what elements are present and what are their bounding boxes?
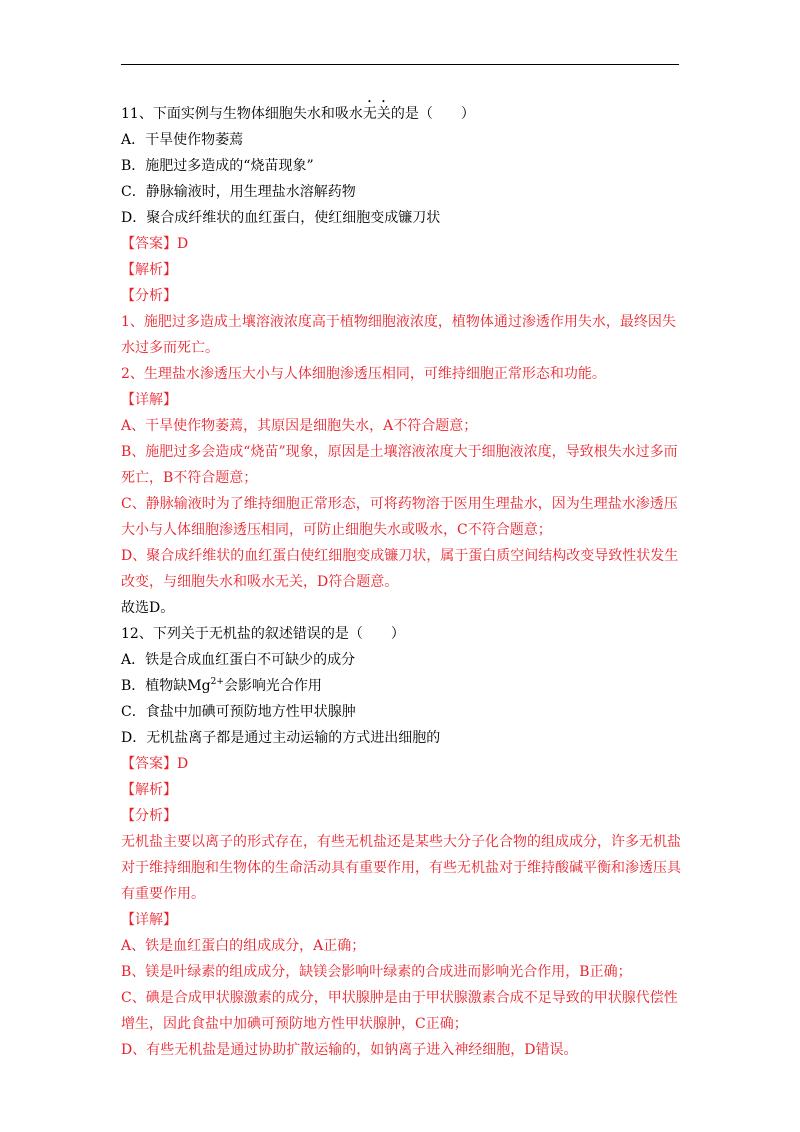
emphasis-text: 无关 <box>362 106 391 122</box>
q11-answer: 【答案】D <box>121 236 189 252</box>
q11-option-a: A．干旱使作物萎蔫 <box>121 132 244 148</box>
q11-fenxi-2: 2、生理盐水渗透压大小与人体细胞渗透压相同，可维持细胞正常形态和功能。 <box>121 366 606 382</box>
q12-detail-c: C、碘是合成甲状腺激素的成分，甲状腺肿是由于甲状腺激素合成不足导致的甲状腺代偿性增生，因此食盐中加碘可预防地方性甲状腺肿，C正确； <box>121 990 678 1032</box>
q12-fenxi: 无机盐主要以离子的形式存在，有些无机盐还是某些大分子化合物的组成成分，许多无机盐对于维持细胞和生物体的生命活动具有重要作用，有些无机盐对于维持酸碱平衡和渗透压具有重要作用。 <box>121 834 681 902</box>
q12-option-d: D．无机盐离子都是通过主动运输的方式进出细胞的 <box>121 730 441 746</box>
q12-detail-label: 【详解】 <box>121 912 177 928</box>
q12-detail-d: D、有些无机盐是通过协助扩散运输的，如钠离子进入神经细胞，D错误。 <box>121 1042 578 1058</box>
q11-detail-label: 【详解】 <box>121 392 177 408</box>
q12-option-b: B．植物缺$Mg^{2+}$会影响光合作用 <box>121 677 322 694</box>
q12-analysis-label: 【解析】 <box>121 782 177 798</box>
q11-option-d: D．聚合成纤维状的血红蛋白，使红细胞变成镰刀状 <box>121 210 441 226</box>
q11-option-c: C．静脉输液时，用生理盐水溶解药物 <box>121 184 356 200</box>
q12-answer: 【答案】D <box>121 756 189 772</box>
q11-option-b: B．施肥过多造成的“烧苗现象” <box>121 158 314 174</box>
answer-letter: D <box>177 756 189 772</box>
q11-conclusion: 故选D。 <box>121 600 175 616</box>
q11-detail-c: C、静脉输液时为了维持细胞正常形态，可将药物溶于医用生理盐水，因为生理盐水渗透压大小与人体细胞渗透压相同，可防止细胞失水或吸水，C不符合题意； <box>121 496 678 538</box>
header-rule <box>121 64 679 65</box>
q11-detail-d: D、聚合成纤维状的血红蛋白使红细胞变成镰刀状，属于蛋白质空间结构改变导致性状发生改变，与细胞失水和吸水无关，D符合题意。 <box>121 548 679 590</box>
q11-detail-b: B、施肥过多会造成“烧苗”现象，原因是土壤溶液浓度大于细胞液浓度，导致根失水过多而死亡，B不符合题意； <box>121 444 678 486</box>
question-12-stem: 12、下列关于无机盐的叙述错误的是（ ） <box>121 626 405 642</box>
q12-fenxi-label: 【分析】 <box>121 808 177 824</box>
q12-detail-a: A、铁是血红蛋白的组成成分，A正确； <box>121 938 366 954</box>
q11-fenxi-1: 1、施肥过多造成土壤溶液浓度高于植物细胞液浓度，植物体通过渗透作用失水，最终因失水过多而死亡。 <box>121 314 676 356</box>
ion-charge: 2+ <box>210 677 224 687</box>
q12-option-c: C．食盐中加碘可预防地方性甲状腺肿 <box>121 704 356 720</box>
document-body <box>121 98 681 1063</box>
q11-analysis-label: 【解析】 <box>121 262 177 278</box>
q11-fenxi-label: 【分析】 <box>121 288 177 304</box>
answer-letter: D <box>177 236 189 252</box>
q12-detail-b: B、镁是叶绿素的组成成分，缺镁会影响叶绿素的合成进而影响光合作用，B正确； <box>121 964 632 980</box>
q12-option-a: A．铁是合成血红蛋白不可缺少的成分 <box>121 652 356 668</box>
q11-detail-a: A、干旱使作物萎蔫，其原因是细胞失水，A不符合题意； <box>121 418 478 434</box>
chem-symbol: Mg <box>187 678 211 694</box>
question-11-stem: 11、下面实例与生物体细胞失水和吸水无关的是（ ） <box>121 106 475 122</box>
